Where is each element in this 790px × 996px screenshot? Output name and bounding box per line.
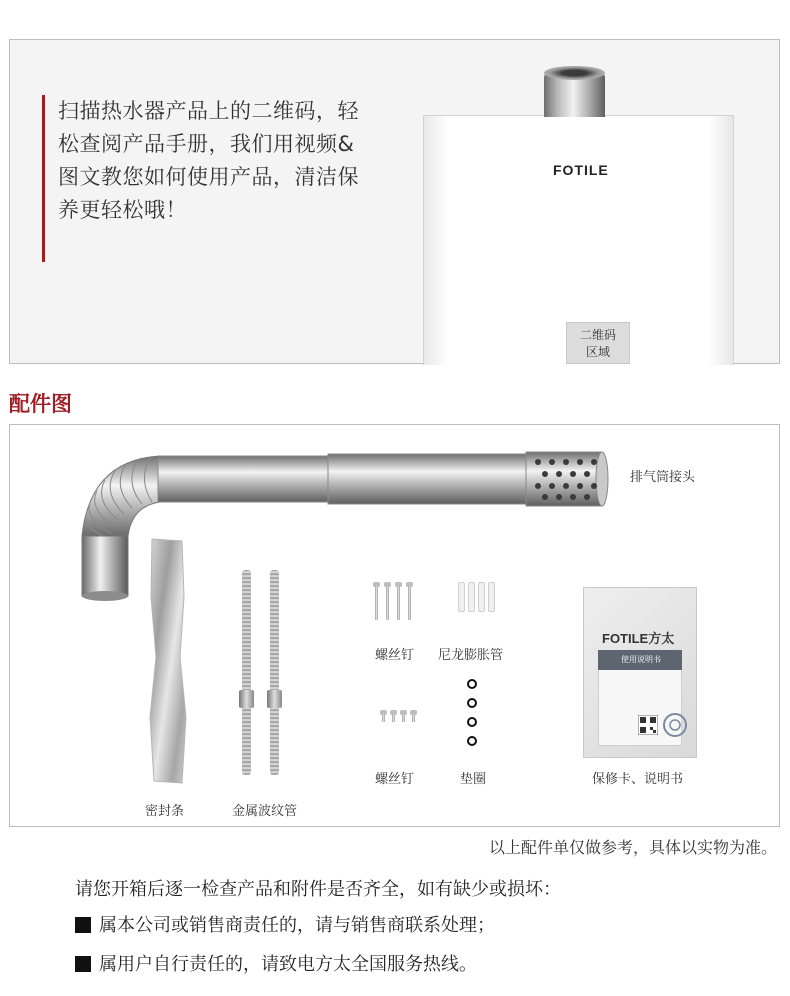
gasket-ring — [467, 679, 477, 689]
check-bullet-text: 属本公司或销售商责任的，请与销售商联系处理； — [99, 915, 495, 936]
square-bullet-icon — [75, 917, 91, 933]
label-screws-long: 螺丝钉 — [375, 648, 415, 663]
screw — [397, 586, 400, 620]
manual-seal-icon — [662, 712, 688, 738]
label-gasket: 垫圈 — [460, 772, 487, 787]
gasket-ring — [467, 698, 477, 708]
heater-brand-logo: FOTILE — [553, 162, 609, 178]
screw — [412, 714, 415, 722]
hose-nut-right — [267, 690, 282, 708]
heater-flue-opening — [544, 66, 605, 80]
screw — [375, 586, 378, 620]
nylon-anchor — [458, 582, 465, 612]
nylon-anchor — [488, 582, 495, 612]
metal-hose-left — [242, 570, 251, 775]
gasket-ring — [467, 717, 477, 727]
label-metal-hose: 金属波纹管 — [232, 804, 298, 819]
screw — [392, 714, 395, 722]
square-bullet-icon — [75, 956, 91, 972]
label-screws-short: 螺丝钉 — [375, 772, 415, 787]
manual-brand-logo: FOTILE方太 — [602, 631, 675, 646]
label-warranty-manual: 保修卡、说明书 — [592, 772, 684, 787]
manual-qr-icon — [638, 715, 658, 735]
qr-label-line1: 二维码 — [579, 328, 616, 342]
accessories-note: 以上配件单仅做参考，具体以实物为准。 — [488, 838, 777, 857]
nylon-anchor — [468, 582, 475, 612]
accessories-title: 配件图 — [9, 392, 72, 416]
screw — [408, 586, 411, 620]
label-exhaust-head: 排气筒接头 — [630, 470, 696, 485]
intro-line: 养更轻松哦！ — [58, 198, 187, 222]
metal-hose-right — [270, 570, 279, 775]
label-seal-strip: 密封条 — [145, 804, 185, 819]
intro-line: 图文教您如何使用产品，清洁保 — [58, 165, 359, 189]
hose-nut-left — [239, 690, 254, 708]
gasket-ring — [467, 736, 477, 746]
manual-heading: 使用说明书 — [621, 655, 661, 664]
intro-line: 扫描热水器产品上的二维码，轻 — [58, 99, 359, 123]
intro-line: 松查阅产品手册，我们用视频& — [58, 132, 355, 156]
qr-label-line2: 区域 — [585, 345, 610, 359]
check-bullet-text: 属用户自行责任的，请致电方太全国服务热线。 — [99, 954, 477, 975]
label-nylon-anchor: 尼龙膨胀管 — [438, 648, 504, 663]
check-instructions: 请您开箱后逐一检查产品和附件是否齐全，如有缺少或损坏： — [75, 879, 561, 900]
seal-strip-illustration — [148, 537, 190, 785]
qr-code-area — [566, 322, 630, 364]
exhaust-pipe-illustration — [60, 440, 620, 610]
qr-intro-text — [42, 95, 382, 262]
check-bullet — [75, 950, 477, 976]
screw — [402, 714, 405, 722]
nylon-anchor — [478, 582, 485, 612]
screw — [382, 714, 385, 722]
check-bullet — [75, 911, 495, 937]
screw — [386, 586, 389, 620]
